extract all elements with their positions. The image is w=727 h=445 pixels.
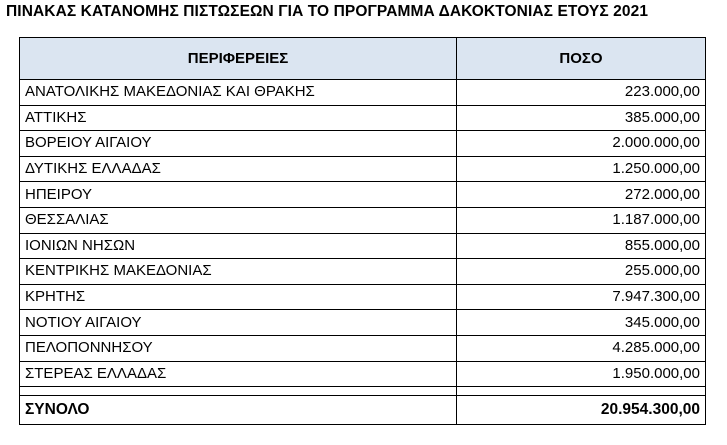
amount-cell: 1.250.000,00: [457, 156, 706, 182]
amount-cell: 345.000,00: [457, 310, 706, 336]
amount-cell: 272.000,00: [457, 182, 706, 208]
column-header-regions: ΠΕΡΙΦΕΡΕΙΕΣ: [20, 38, 457, 80]
table-row: [20, 207, 706, 233]
region-cell: ΚΕΝΤΡΙΚΗΣ ΜΑΚΕΔΟΝΙΑΣ: [20, 259, 457, 285]
region-cell: ΗΠΕΙΡΟΥ: [20, 182, 457, 208]
spacer-cell: [457, 387, 706, 396]
amount-cell: 255.000,00: [457, 259, 706, 285]
table-row: [20, 182, 706, 208]
table-row: [20, 131, 706, 157]
table-row: [20, 233, 706, 259]
amount-cell: 7.947.300,00: [457, 284, 706, 310]
total-label: ΣΥΝΟΛΟ: [20, 396, 457, 425]
table-row: [20, 156, 706, 182]
table-row: [20, 361, 706, 387]
amount-cell: 1.187.000,00: [457, 207, 706, 233]
region-cell: ΝΟΤΙΟΥ ΑΙΓΑΙΟΥ: [20, 310, 457, 336]
amount-cell: 223.000,00: [457, 80, 706, 106]
amount-cell: 1.950.000,00: [457, 361, 706, 387]
allocation-table: [19, 37, 706, 425]
amount-cell: 2.000.000,00: [457, 131, 706, 157]
total-row: [20, 396, 706, 425]
amount-cell: 855.000,00: [457, 233, 706, 259]
table-row: [20, 335, 706, 361]
table-row: [20, 284, 706, 310]
document-title: ΠΙΝΑΚΑΣ ΚΑΤΑΝΟΜΗΣ ΠΙΣΤΩΣΕΩΝ ΓΙΑ ΤΟ ΠΡΟΓΡΑΜΜΑ ΔΑΚΟΚΤΟΝΙΑΣ ΕΤΟΥΣ 2021: [6, 3, 649, 20]
total-amount: 20.954.300,00: [457, 396, 706, 425]
amount-cell: 4.285.000,00: [457, 335, 706, 361]
amount-cell: 385.000,00: [457, 105, 706, 131]
region-cell: ΔΥΤΙΚΗΣ ΕΛΛΑΔΑΣ: [20, 156, 457, 182]
region-cell: ΙΟΝΙΩΝ ΝΗΣΩΝ: [20, 233, 457, 259]
region-cell: ΘΕΣΣΑΛΙΑΣ: [20, 207, 457, 233]
table-row: [20, 105, 706, 131]
spacer-cell: [20, 387, 457, 396]
table-header-row: [20, 38, 706, 80]
region-cell: ΚΡΗΤΗΣ: [20, 284, 457, 310]
spacer-row: [20, 387, 706, 396]
region-cell: ΒΟΡΕΙΟΥ ΑΙΓΑΙΟΥ: [20, 131, 457, 157]
region-cell: ΑΝΑΤΟΛΙΚΗΣ ΜΑΚΕΔΟΝΙΑΣ ΚΑΙ ΘΡΑΚΗΣ: [20, 80, 457, 106]
column-header-amount: ΠΟΣΟ: [457, 38, 706, 80]
table-row: [20, 80, 706, 106]
table-row: [20, 310, 706, 336]
region-cell: ΠΕΛΟΠΟΝΝΗΣΟΥ: [20, 335, 457, 361]
region-cell: ΑΤΤΙΚΗΣ: [20, 105, 457, 131]
table-row: [20, 259, 706, 285]
region-cell: ΣΤΕΡΕΑΣ ΕΛΛΑΔΑΣ: [20, 361, 457, 387]
